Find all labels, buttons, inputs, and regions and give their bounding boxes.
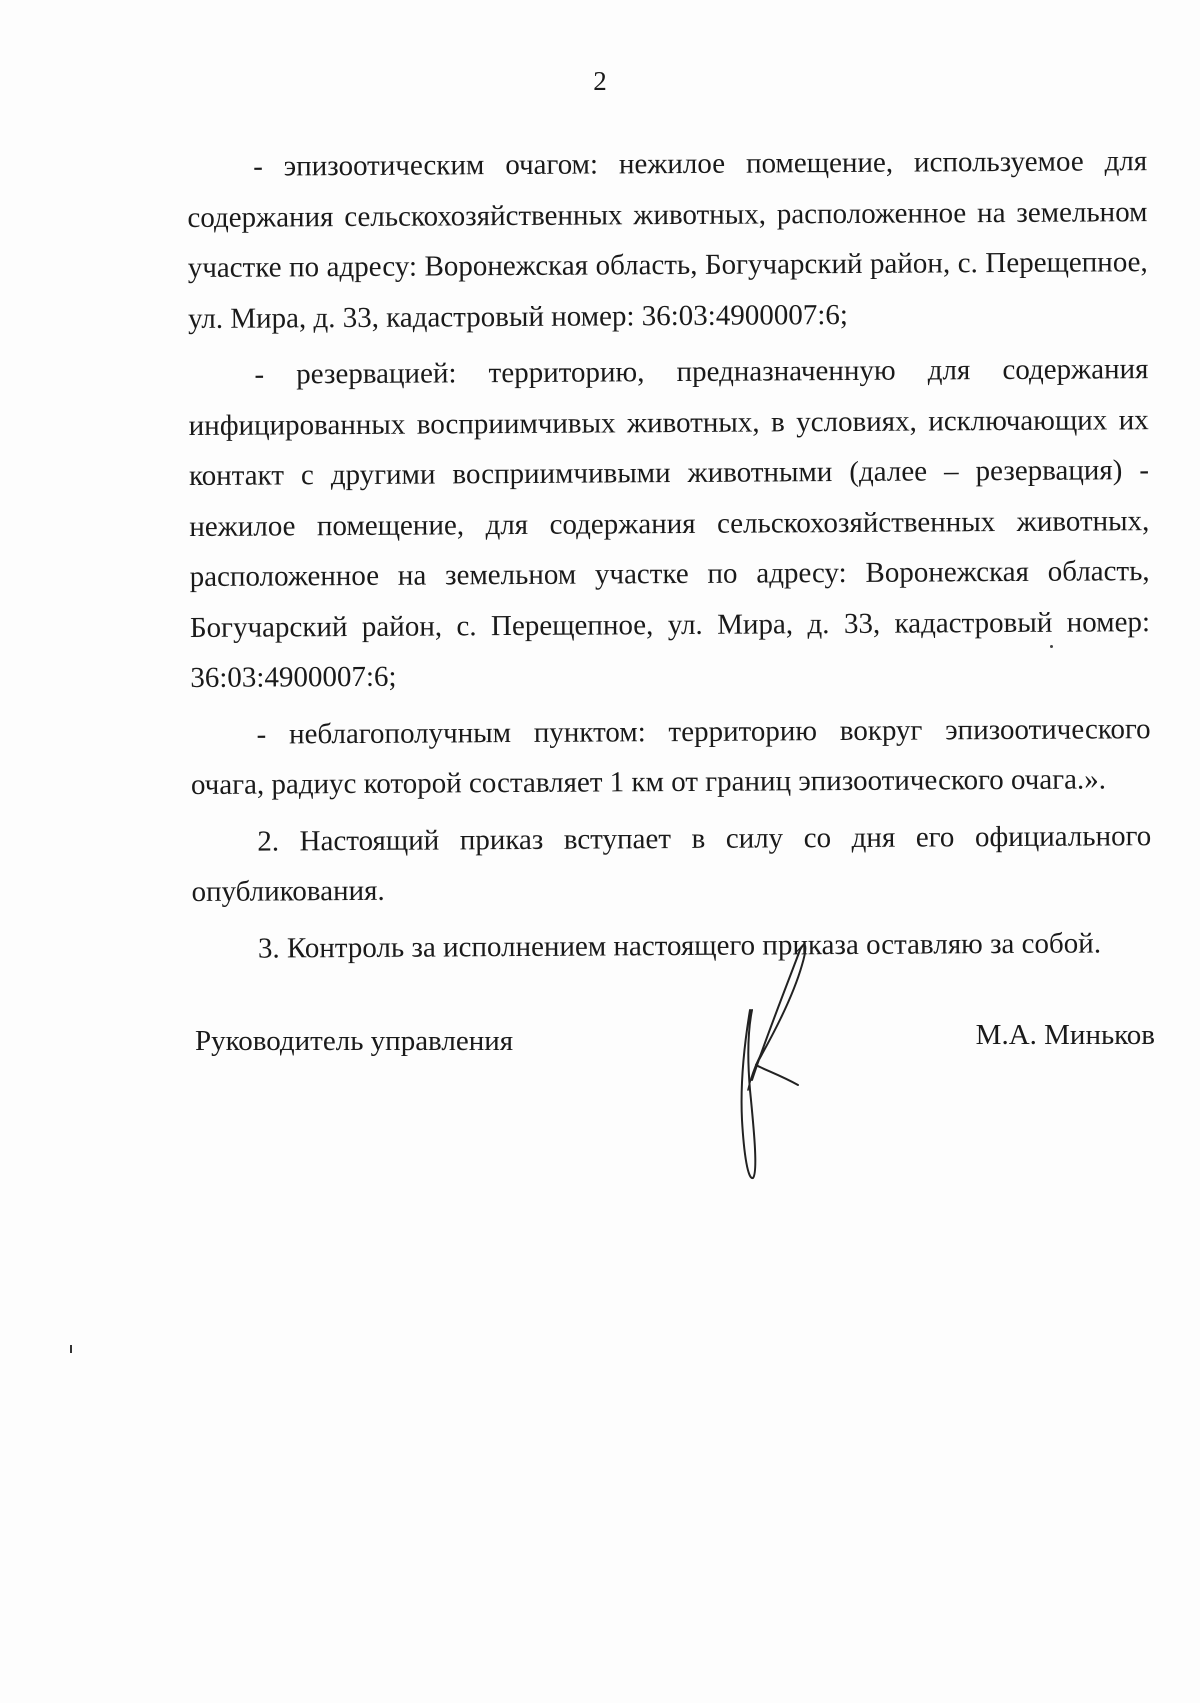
document-body bbox=[187, 136, 1152, 978]
page-number: 2 bbox=[593, 66, 607, 96]
handwritten-signature bbox=[720, 940, 830, 1190]
scan-artifact bbox=[70, 1345, 72, 1353]
paragraph-control: 3. Контроль за исполнением настоящего приказа оставляю за собой. bbox=[257, 926, 1102, 965]
paragraph-unfavorable-point: - неблагополучным пунктом: территорию вокруг эпизоотического очага, радиус которой составляет 1 км от границ эпизоотического очага.». bbox=[190, 712, 1151, 801]
paragraph-effective-date: 2. Настоящий приказ вступает в силу со дня его официального опубликования. bbox=[191, 819, 1152, 908]
signatory-title: Руководитель управления bbox=[195, 1025, 514, 1057]
signatory-name: М.А. Миньков bbox=[975, 1019, 1155, 1051]
scan-artifact-dot bbox=[1050, 645, 1053, 648]
paragraph-reservation: - резервацией: территорию, предназначенную для содержания инфицированных восприимчивых животных, в условиях, исключающих их контакт с другими восприимчивыми животными (далее – резервация) - нежилое помещение, для содержания сельскохозяйственных животных, расположенное на земельном участке по адресу: Воронежская область, Богучарский район, с. Перещепное, ул. Мира, д. 33, кадастровый номер: 36:03:4900007:6; bbox=[188, 353, 1151, 694]
paragraph-episootic-focus: - эпизоотическим очагом: нежилое помещение, используемое для содержания сельскохозяйственных животных, расположенное на земельном участке по адресу: Воронежская область, Богучарский район, с. Перещепное, ул. Мира, д. 33, кадастровый номер: 36:03:4900007:6; bbox=[187, 145, 1148, 335]
